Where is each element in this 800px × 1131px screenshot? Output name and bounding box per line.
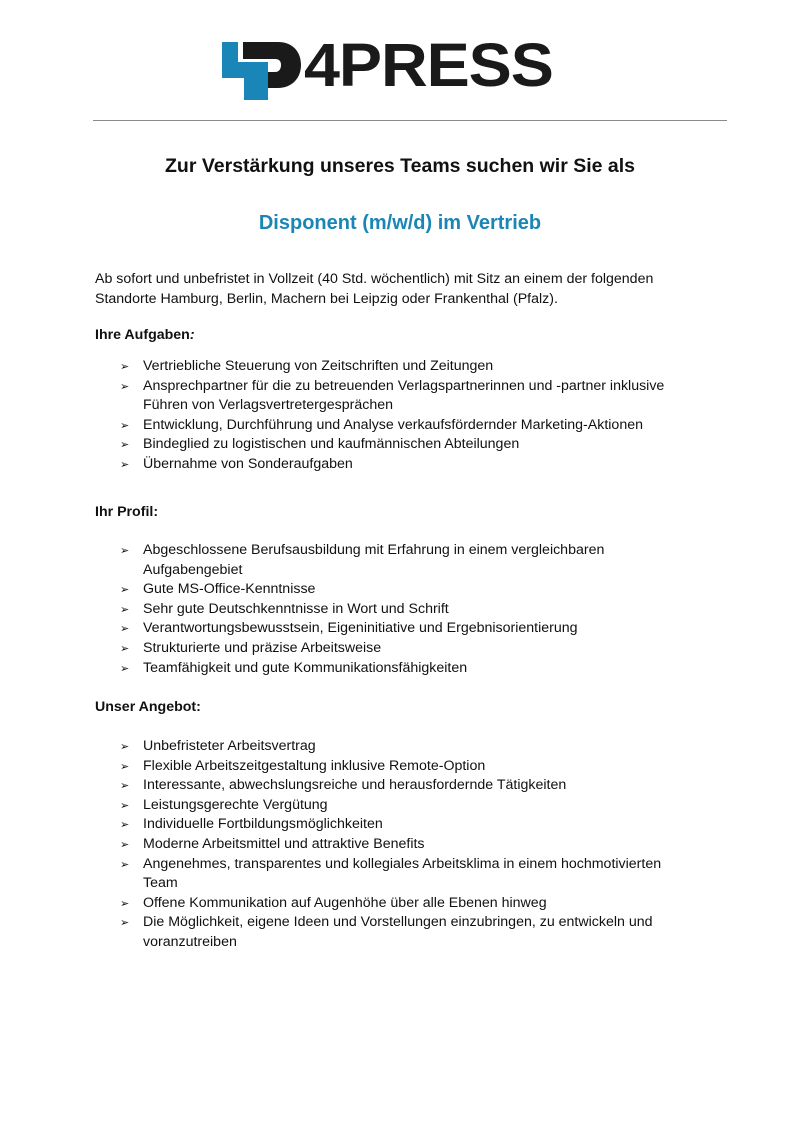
company-logo	[220, 31, 580, 104]
list-item-text: Verantwortungsbewusstsein, Eigeninitiative und Ergebnisorientierung	[143, 620, 578, 637]
headline: Zur Verstärkung unseres Teams suchen wir Sie als	[165, 155, 635, 177]
arrow-bullet-icon: ➢	[120, 759, 130, 773]
arrow-bullet-icon: ➢	[120, 379, 130, 393]
list-item-text: Vertriebliche Steuerung von Zeitschriften und Zeitungen	[143, 358, 494, 374]
list-item	[0, 580, 700, 600]
aufgaben-list	[0, 357, 700, 475]
list-item	[0, 659, 700, 679]
list-item	[0, 435, 700, 455]
list-item-text: Moderne Arbeitsmittel und attraktive Benefits	[143, 835, 425, 852]
arrow-bullet-icon: ➢	[120, 857, 130, 871]
list-item-text: Leistungsgerechte Vergütung	[143, 796, 328, 813]
arrow-bullet-icon: ➢	[120, 916, 130, 930]
list-item-continuation	[0, 874, 700, 894]
list-item	[0, 600, 700, 620]
list-item	[0, 541, 700, 561]
list-item	[0, 639, 700, 659]
list-item	[0, 815, 700, 835]
arrow-bullet-icon: ➢	[120, 622, 130, 636]
list-item	[0, 357, 700, 377]
list-item-text: Individuelle Fortbildungsmöglichkeiten	[143, 816, 383, 833]
arrow-bullet-icon: ➢	[120, 798, 130, 812]
list-item-text: Angenehmes, transparentes und kollegiales Arbeitsklima in einem hochmotivierten	[143, 855, 662, 872]
list-item	[0, 835, 700, 855]
list-item-text: voranzutreiben	[143, 933, 237, 950]
arrow-bullet-icon: ➢	[120, 896, 130, 910]
arrow-bullet-icon: ➢	[120, 818, 130, 832]
arrow-bullet-icon: ➢	[120, 837, 130, 851]
list-item	[0, 416, 700, 436]
list-item-text: Die Möglichkeit, eigene Ideen und Vorstellungen einzubringen, zu entwickeln und	[143, 914, 653, 931]
list-item-text: Übernahme von Sonderaufgaben	[143, 455, 353, 472]
list-item	[0, 913, 700, 933]
list-item	[0, 776, 700, 796]
section-title-text: Ihre Aufgaben	[95, 327, 190, 343]
intro-line: Ab sofort und unbefristet in Vollzeit (40 Std. wöchentlich) mit Sitz an einem der folgenden	[95, 271, 654, 287]
list-item	[0, 455, 700, 475]
list-item	[0, 796, 700, 816]
list-item-text: Bindeglied zu logistischen und kaufmännischen Abteilungen	[143, 436, 520, 453]
list-item-text: Strukturierte und präzise Arbeitsweise	[143, 639, 382, 656]
list-item-text: Entwicklung, Durchführung und Analyse verkaufsfördernder Marketing-Aktionen	[143, 416, 643, 433]
arrow-bullet-icon: ➢	[120, 641, 130, 655]
header-divider	[93, 120, 727, 121]
list-item-text: Abgeschlossene Berufsausbildung mit Erfahrung in einem vergleichbaren	[143, 542, 605, 558]
list-item-text: Interessante, abwechslungsreiche und herausfordernde Tätigkeiten	[143, 777, 567, 794]
list-item-text: Sehr gute Deutschkenntnisse in Wort und Schrift	[143, 600, 449, 617]
arrow-bullet-icon: ➢	[120, 602, 130, 616]
list-item-text: Teamfähigkeit und gute Kommunikationsfähigkeiten	[143, 659, 468, 676]
list-item	[0, 894, 700, 914]
logo-wordmark: 4PRESS	[304, 31, 553, 99]
list-item-text: Führen von Verlagsvertretergesprächen	[143, 397, 393, 414]
section-title-angebot: Unser Angebot:	[95, 699, 201, 715]
list-item-text: Aufgabengebiet	[143, 561, 243, 578]
list-item-text: Gute MS-Office-Kenntnisse	[143, 581, 316, 598]
arrow-bullet-icon: ➢	[120, 583, 130, 597]
list-item	[0, 737, 700, 757]
list-item-text: Offene Kommunikation auf Augenhöhe über alle Ebenen hinweg	[143, 894, 547, 911]
intro-paragraph	[95, 270, 735, 309]
list-item	[0, 855, 700, 875]
job-title: Disponent (m/w/d) im Vertrieb	[258, 212, 542, 234]
arrow-bullet-icon: ➢	[120, 661, 130, 675]
list-item-text: Unbefristeter Arbeitsvertrag	[143, 738, 316, 754]
list-item-text: Flexible Arbeitszeitgestaltung inklusive Remote-Option	[143, 757, 486, 774]
section-title-profil: Ihr Profil:	[95, 504, 159, 520]
list-item-text: Team	[143, 875, 178, 892]
section-title-colon: :	[189, 327, 195, 343]
list-item-continuation	[0, 396, 700, 416]
arrow-bullet-icon: ➢	[120, 779, 130, 793]
arrow-bullet-icon: ➢	[120, 360, 130, 373]
profil-list	[0, 541, 700, 678]
logo-mark-icon	[220, 38, 304, 104]
list-item	[0, 619, 700, 639]
list-item-continuation	[0, 933, 700, 953]
list-item-continuation	[0, 561, 700, 581]
arrow-bullet-icon: ➢	[120, 457, 130, 471]
arrow-bullet-icon: ➢	[120, 438, 130, 452]
list-item-text: Ansprechpartner für die zu betreuenden Verlagspartnerinnen und -partner inklusive	[143, 377, 665, 394]
arrow-bullet-icon: ➢	[120, 418, 130, 432]
intro-line: Standorte Hamburg, Berlin, Machern bei Leipzig oder Frankenthal (Pfalz).	[95, 290, 558, 307]
angebot-list	[0, 737, 700, 953]
list-item	[0, 757, 700, 777]
arrow-bullet-icon: ➢	[120, 544, 130, 557]
section-title-aufgaben	[95, 327, 195, 343]
arrow-bullet-icon: ➢	[120, 740, 130, 753]
list-item	[0, 377, 700, 397]
